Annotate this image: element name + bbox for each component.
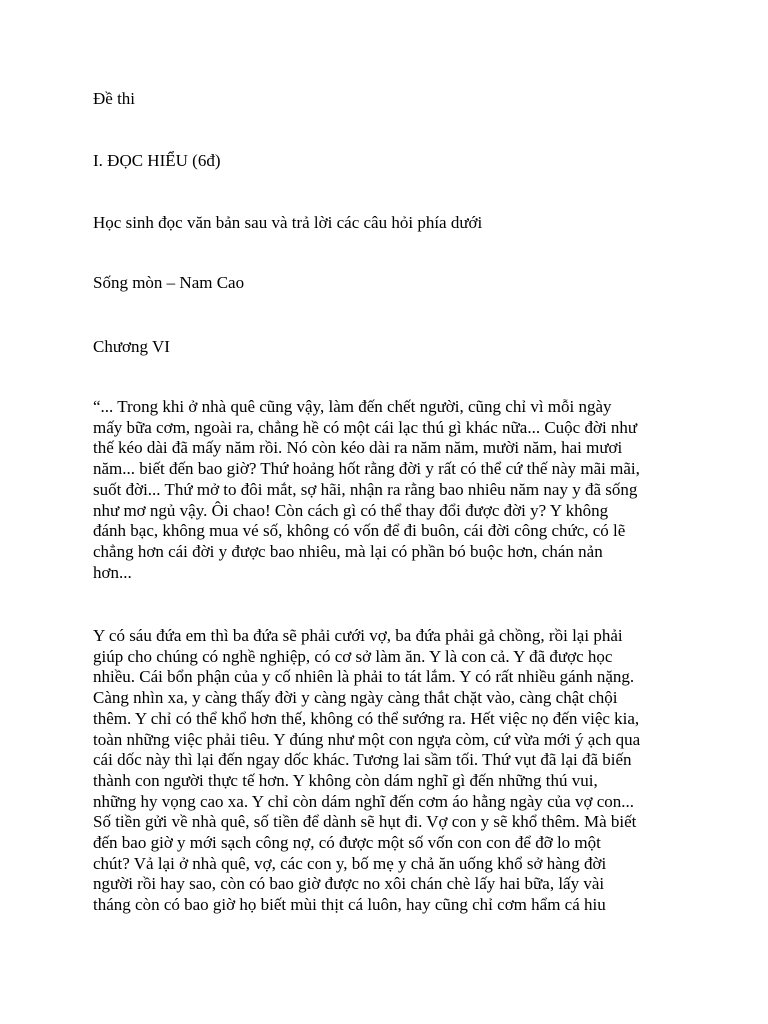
paragraph-line: thành con người thực tế hơn. Y không còn dám nghĩ gì đến những thú vui, [93,770,598,790]
paragraph-line: người rồi hay sao, còn có bao giờ được no xôi chán chè lấy hai bữa, lấy vài [93,874,605,894]
paragraph-line: “... Trong khi ở nhà quê cũng vậy, làm đến chết người, cũng chỉ vì mỗi ngày [93,397,612,416]
paragraph-line: chút? Vả lại ở nhà quê, vợ, các con y, bố mẹ y chả ăn uống khổ sở hàng đời [93,853,607,873]
paragraph-line: suốt đời... Thứ mở to đôi mắt, sợ hãi, nhận ra rằng bao nhiêu năm nay y đã sống [93,479,638,499]
paragraph-line: Y có sáu đứa em thì ba đứa sẽ phải cưới vợ, ba đứa phải gả chồng, rồi lại phải [93,626,623,645]
paragraph-line: năm... biết đến bao giờ? Thứ hoảng hốt rằng đời y rất có thể cứ thế này mãi mãi, [93,459,640,479]
paragraph-line: hơn... [93,562,132,582]
paragraph-line: đánh bạc, không mua vé số, không có vốn để đi buôn, cái đời công chức, có lẽ [93,521,626,541]
instruction-text: Học sinh đọc văn bản sau và trả lời các câu hỏi phía dưới [93,213,483,232]
paragraph-line: toàn những việc phải tiêu. Y đúng như một con ngựa còm, cứ vừa mới ý ạch qua [93,729,641,749]
paragraph-line: đến bao giờ y mới sạch công nợ, có được một số vốn con con để đỡ lo một [93,833,601,853]
paragraph-line: Số tiền gửi về nhà quê, số tiền để dành sẽ hụt đi. Vợ con y sẽ khổ thêm. Mà biết [93,812,637,832]
paragraph-line: tháng còn có bao giờ họ biết mùi thịt cá luôn, hay cũng chỉ cơm hẩm cá hiu [93,895,606,915]
paragraph-line: giúp cho chúng có nghề nghiệp, có cơ sở làm ăn. Y là con cả. Y đã được học [93,646,613,666]
paragraph-line: nhiều. Cái bổn phận của y cố nhiên là phải to tát lắm. Y có rất nhiều gánh nặng. [93,667,635,687]
paragraph-line: như mơ ngủ vậy. Ôi chao! Còn cách gì có thể thay đổi được đời y? Y không [93,500,609,520]
work-title: Sống mòn – Nam Cao [93,273,245,292]
paragraph-2 [93,626,653,916]
paragraph-line: thêm. Y chỉ có thể khổ hơn thế, không có thể sướng ra. Hết việc nọ đến việc kia, [93,708,640,728]
paragraph-line: cái dốc này thì lại đến ngay dốc khác. Tương lai sầm tối. Thứ vụt đã lại đã biến [93,750,632,770]
paragraph-line: thế kéo dài đã mấy năm rồi. Nó còn kéo dài ra năm năm, mười năm, hai mươi [93,438,623,458]
section-title: I. ĐỌC HIỂU (6đ) [93,151,221,170]
paragraph-line: những hy vọng cao xa. Y chỉ còn dám nghĩ đến cơm áo hằng ngày của vợ con... [93,791,634,811]
paragraph-line: mấy bữa cơm, ngoài ra, chẳng hề có một cái lạc thú gì khác nữa... Cuộc đời như [93,417,638,437]
heading: Đề thi [93,89,136,108]
paragraph-line: chẳng hơn cái đời y được bao nhiêu, mà lại có phần bó buộc hơn, chán nản [93,541,603,561]
paragraph-line: Càng nhìn xa, y càng thấy đời y càng ngày càng thắt chặt vào, càng chật chội [93,688,618,708]
paragraph-1 [93,397,653,583]
chapter-title: Chương VI [93,337,170,356]
